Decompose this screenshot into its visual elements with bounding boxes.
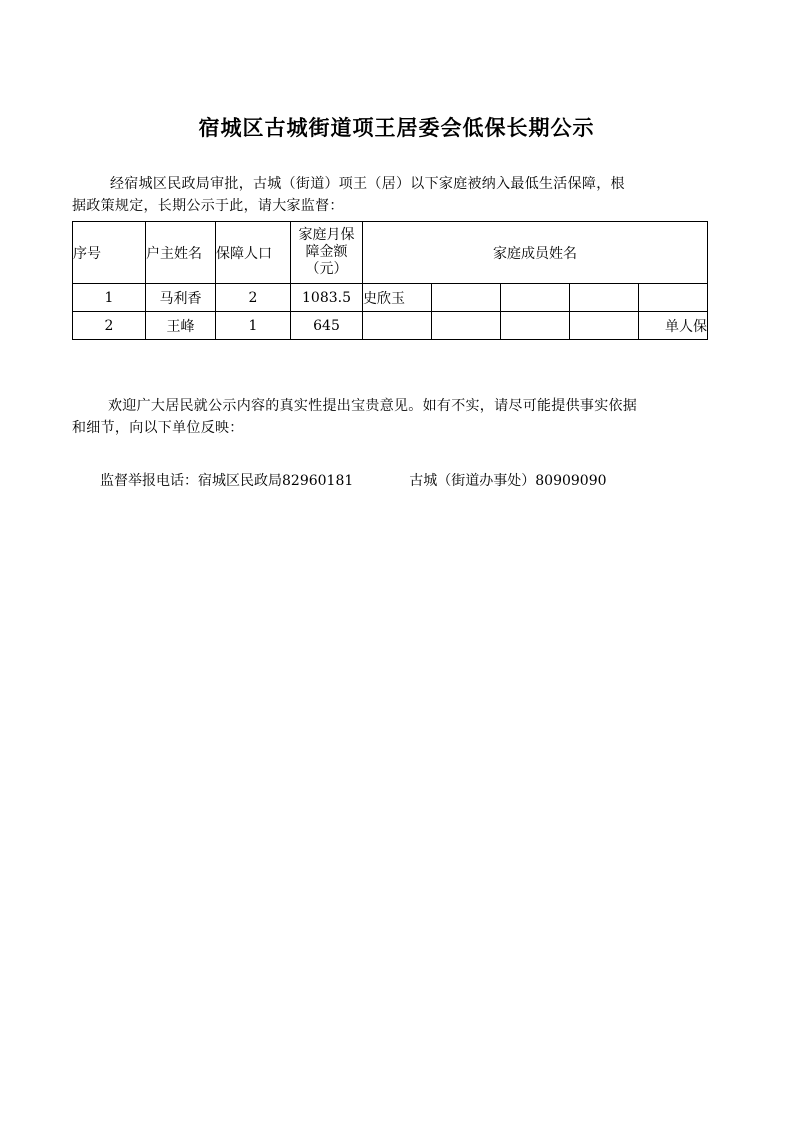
header-members: 家庭成员姓名 (363, 222, 708, 284)
cell-member-4 (570, 284, 639, 312)
header-amount-line-2: 障金额 (305, 244, 348, 260)
cell-member-1: 史欣玉 (363, 284, 432, 312)
cell-head-name: 王峰 (146, 312, 216, 340)
intro-paragraph (72, 173, 712, 217)
contact-office: 古城（街道办事处）80909090 (409, 473, 607, 489)
table-row (73, 312, 708, 340)
cell-seq: 2 (73, 312, 146, 340)
cell-persons: 2 (216, 284, 291, 312)
cell-member-3 (501, 312, 570, 340)
header-amount-line-1: 家庭月保 (298, 227, 355, 243)
cell-member-2 (432, 312, 501, 340)
cell-amount: 645 (291, 312, 363, 340)
intro-line-2: 据政策规定，长期公示于此，请大家监督： (72, 198, 344, 214)
cell-member-2 (432, 284, 501, 312)
page-title: 宿城区古城街道项王居委会低保长期公示 (198, 115, 595, 140)
header-amount-line-3: （元） (305, 261, 348, 277)
recipient-table (72, 221, 708, 340)
header-seq: 序号 (73, 222, 146, 284)
header-head-name: 户主姓名 (146, 222, 216, 284)
intro-line-1: 经宿城区民政局审批，古城（街道）项王（居）以下家庭被纳入最低生活保障，根 (110, 176, 625, 192)
header-persons: 保障人口 (216, 222, 291, 284)
cell-member-4 (570, 312, 639, 340)
cell-member-5 (639, 284, 708, 312)
contact-line (100, 470, 607, 490)
table-row (73, 284, 708, 312)
table-header-row (73, 222, 708, 284)
welcome-line-1: 欢迎广大居民就公示内容的真实性提出宝贵意见。如有不实，请尽可能提供事实依据 (108, 398, 638, 414)
cell-member-5: 单人保 (639, 312, 708, 340)
welcome-paragraph (72, 395, 712, 439)
header-amount (291, 222, 363, 284)
cell-persons: 1 (216, 312, 291, 340)
contact-label: 监督举报电话： (100, 473, 198, 489)
cell-seq: 1 (73, 284, 146, 312)
cell-member-3 (501, 284, 570, 312)
contact-bureau: 宿城区民政局82960181 (198, 473, 354, 489)
cell-amount: 1083.5 (291, 284, 363, 312)
welcome-line-2: 和细节，向以下单位反映： (72, 420, 244, 436)
cell-member-1 (363, 312, 432, 340)
cell-head-name: 马利香 (146, 284, 216, 312)
